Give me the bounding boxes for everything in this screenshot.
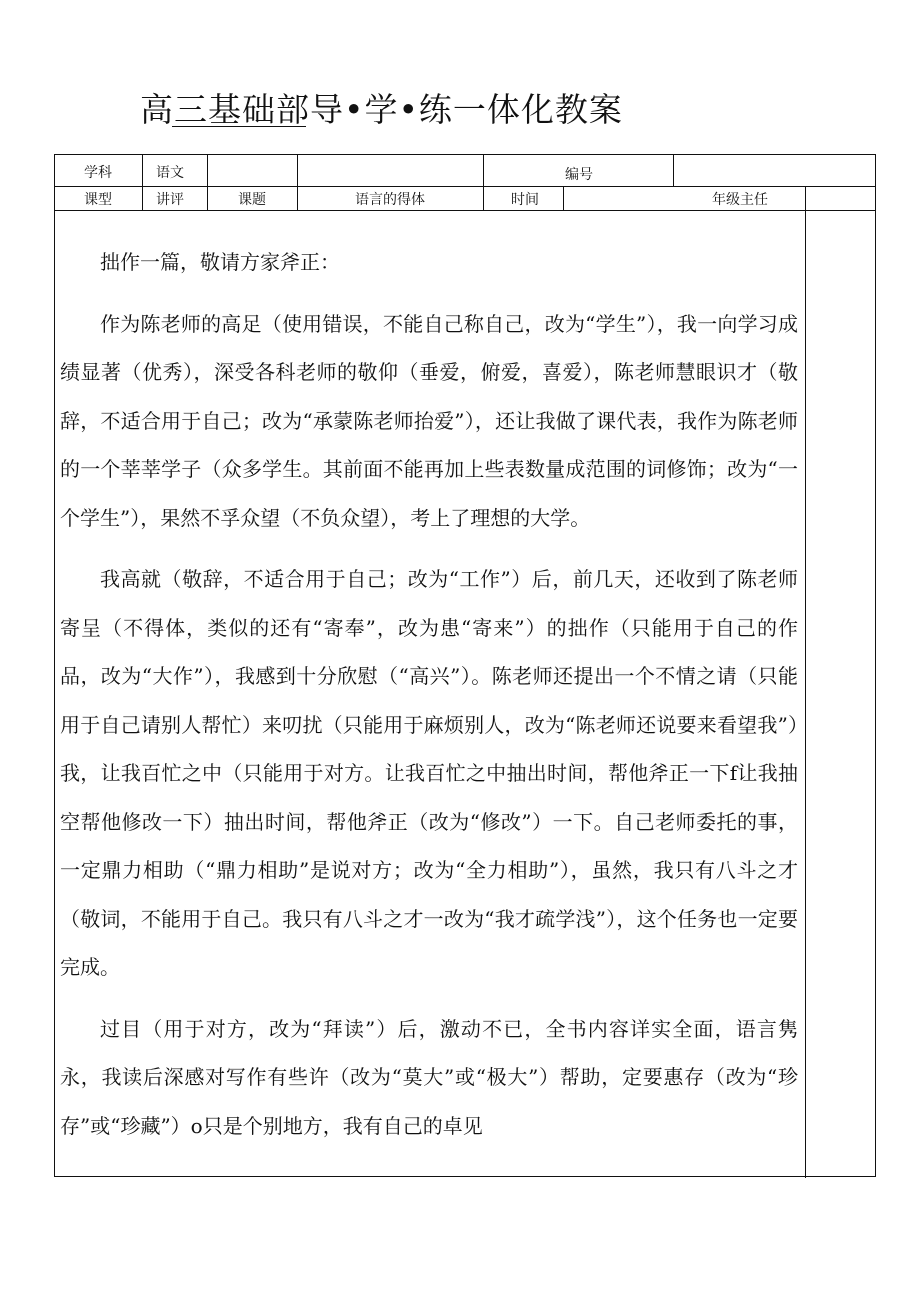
right-margin-column-line — [805, 186, 806, 1178]
subject-label: 学科 — [84, 165, 112, 181]
topic-label: 课题 — [238, 192, 266, 208]
subject-value: 语文 — [156, 165, 184, 181]
topic-value: 语言的得体 — [355, 192, 425, 208]
page-title: 高三基础部导•学•练一体化教案 — [140, 90, 623, 129]
type-label: 课型 — [84, 192, 112, 208]
paragraph: 我高就（敬辞，不适合用于自己；改为“工作”）后，前几天，还收到了陈老师寄呈（不得体，类似的还有“寄奉”，改为患“寄来”）的拙作（只能用于自己的作品，改为“大作”），我感到十分欣慰（“高兴”）。陈老师还提出一个不情之请（只能用于自己请别人帮忙）来叨扰（只能用于麻烦别人，改为“陈老师还说要来看望我”）我，让我百忙之中（只能用于对方。让我百忙之中抽出时间，帮他斧正一下f让我抽空帮他修改一下）抽出时间，帮他斧正（改为“修改”）一下。自己老师委托的事，一定鼎力相助（“鼎力相助”是说对方；改为“全力相助”），虽然，我只有八斗之才（敬词，不能用于自己。我只有八斗之才一改为“我才疏学浅”），这个任务也一定要完成。 — [60, 567, 798, 979]
col-divider — [142, 155, 143, 210]
type-value: 讲评 — [156, 192, 184, 208]
number-label: 编号 — [565, 167, 593, 183]
lesson-content — [60, 238, 798, 1163]
col-divider — [483, 155, 484, 210]
col-divider — [673, 155, 674, 186]
paragraph: 过目（用于对方，改为“拜读”）后，激动不已，全书内容详实全面，语言隽永，我读后深感对写作有些许（改为“莫大”或“极大”）帮助，定要惠存（改为“珍存”或“珍藏”）o只是个别地方，我有自己的卓见 — [60, 1016, 798, 1138]
row-divider-2 — [55, 210, 875, 211]
title-underline — [172, 126, 306, 127]
row-divider-1 — [55, 186, 875, 187]
time-label: 时间 — [511, 192, 539, 208]
paragraph: 作为陈老师的高足（使用错误，不能自己称自己，改为“学生”），我一向学习成绩显著（优秀），深受各科老师的敬仰（垂爱，俯爱，喜爱），陈老师慧眼识才（敬辞，不适合用于自己；改为“承蒙陈老师抬爱”），还让我做了课代表，我作为陈老师的一个莘莘学子（众多学生。其前面不能再加上些表数量成范围的词修饰；改为“一个学生”），果然不孚众望（不负众望），考上了理想的大学。 — [60, 311, 798, 530]
col-divider — [207, 155, 208, 210]
director-label: 年级主任 — [712, 192, 768, 208]
col-divider — [563, 186, 564, 210]
paragraph: 拙作一篇，敬请方家斧正： — [100, 250, 340, 274]
col-divider — [297, 155, 298, 210]
